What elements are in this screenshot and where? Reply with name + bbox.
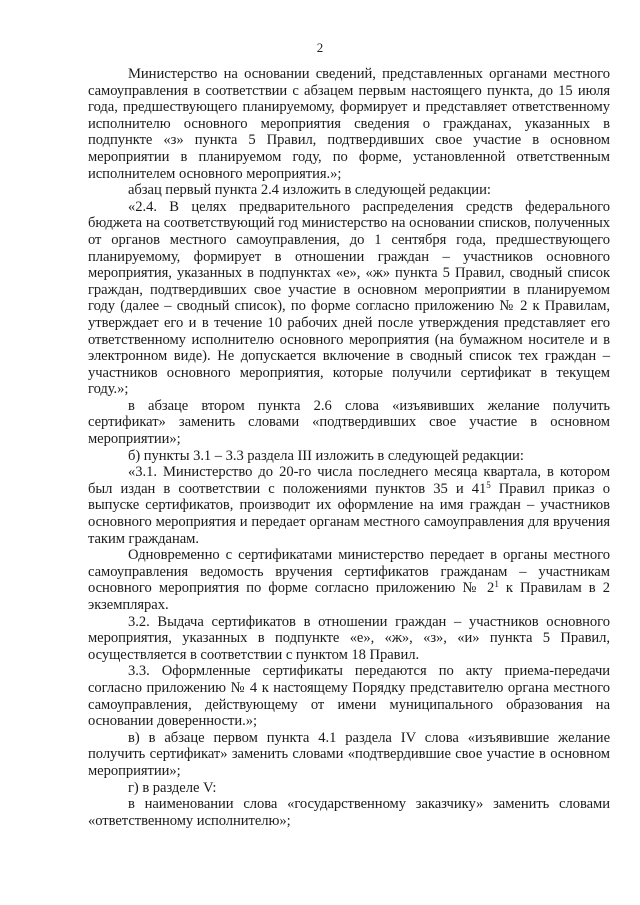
clause-3-1-superscript: 5 (486, 479, 491, 490)
paragraph-section-5-title: в наименовании слова «государственному заказчику» заменить словами «ответственному исполнителю»; (88, 796, 610, 829)
simultaneously-text-after: к Правилам в 2 экземплярах. (88, 580, 611, 613)
clause-3-1-text-before: «3.1. Министерство до 20-го числа последнего месяца квартала, в котором был издан в соответствии с положениями пунктов 35 и 41 (88, 464, 610, 497)
paragraph-section-3: б) пункты 3.1 – 3.3 раздела III изложить в следующей редакции: (128, 447, 524, 464)
page-number: 2 (316, 40, 324, 55)
paragraph-section-5: г) в разделе V: (128, 779, 217, 796)
paragraph-clause-3-1 (88, 464, 610, 547)
clause-3-1-text-after: Правил приказ о выпуске сертификатов, производит их оформление на имя граждан – участников основного мероприятия и передает органам местного самоуправления для вручения таким гражданам. (88, 480, 610, 547)
simultaneously-text-before: Одновременно с сертификатами министерство передает в органы местного самоуправления ведомость вручения сертификатов гражданам – участникам основного мероприятия по форме согласно приложению № 2 (88, 547, 610, 597)
paragraph-clause-3-3: 3.3. Оформленные сертификаты передаются по акту приема-передачи согласно приложению № 4 к настоящему Порядку представителю органа местного самоуправления, действующему от имени муниципального образования на основании доверенности.»; (88, 663, 610, 730)
paragraph-clause-2-4: «2.4. В целях предварительного распределения средств федерального бюджета на соответствующий год министерство на основании списков, полученных от органов местного самоуправления, до 1 сентября года, предшествующего планируемому, формирует в отношении граждан – участников основного мероприятия, указанных в подпунктах «е», «ж» пункта 5 Правил, сводный список граждан, подтвердивших свое участие в основном мероприятии в планируемом году (далее – сводный список), по форме согласно приложению № 2 к Правилам, утверждает его и в течение 10 рабочих дней после утверждения представляет его ответственному исполнителю основного мероприятия (на бумажном носителе и в электронном виде). Не допускается включение в сводный список тех граждан – участников основного мероприятия, которые получили сертификат в текущем году.»; (88, 198, 610, 398)
paragraph-clause-3-2: 3.2. Выдача сертификатов в отношении граждан – участников основного мероприятия, указанных в подпункте «е», «ж», «з», «и» пункта 5 Правил, осуществляется в соответствии с пунктом 18 Правил. (88, 613, 610, 663)
paragraph-simultaneously (88, 547, 610, 613)
paragraph-amend-2-4: абзац первый пункта 2.4 изложить в следующей редакции: (128, 182, 491, 199)
paragraph-amend-4-1: в) в абзаце первом пункта 4.1 раздела IV слова «изъявившие желание получить сертификат» заменить словами «подтвердившие свое участие в основном мероприятии»; (88, 729, 610, 779)
document-body (88, 66, 610, 829)
simultaneously-superscript: 1 (494, 579, 499, 590)
paragraph-ministry-submission: Министерство на основании сведений, представленных органами местного самоуправления в соответствии с абзацем первым настоящего пункта, до 15 июля года, предшествующего планируемому, формирует и представляет ответственному исполнителю основного мероприятия сведения о гражданах, указанных в подпункте «з» пункта 5 Правил, подтвердивших свое участие в основном мероприятии в планируемом году, по форме, установленной ответственным исполнителем основного мероприятия.»; (88, 66, 610, 182)
paragraph-amend-2-6: в абзаце втором пункта 2.6 слова «изъявивших желание получить сертификат» заменить словами «подтвердивших свое участие в основном мероприятии»; (88, 397, 610, 448)
